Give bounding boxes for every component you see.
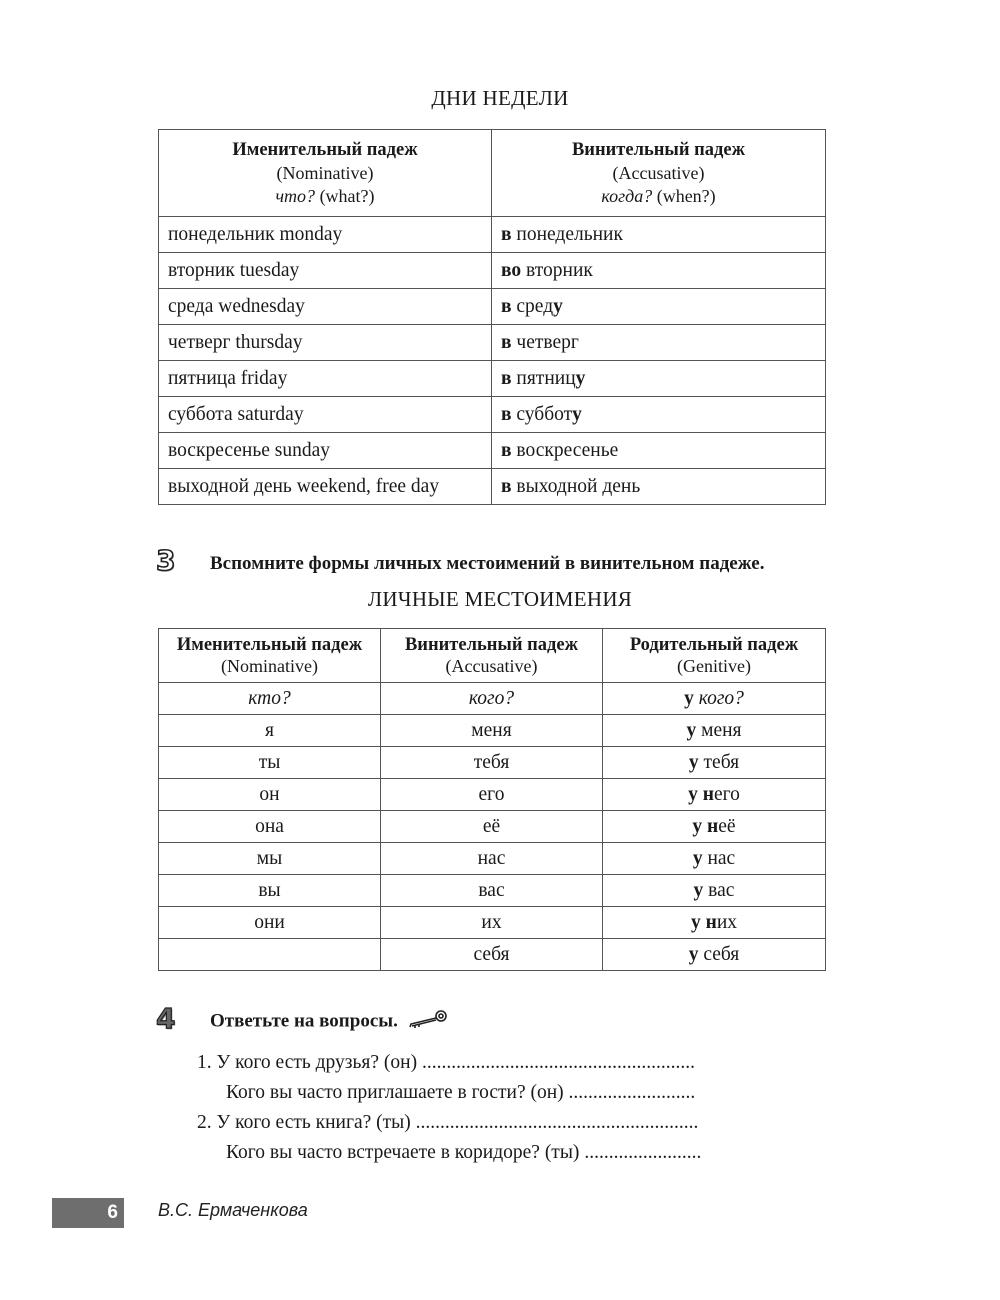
stem: вторник <box>521 259 593 281</box>
header-genitive <box>603 629 826 683</box>
header-case-name: Родительный падеж <box>629 634 799 655</box>
cell-nominative: воскресенье sunday <box>159 433 492 469</box>
pronoun: её <box>718 815 736 837</box>
question-text: Кого вы часто встречаете в коридоре? (ты) <box>226 1142 580 1163</box>
table-row <box>159 469 826 505</box>
question-text: У кого есть друзья? (он) <box>216 1052 418 1073</box>
exercise-4-number-icon: 4 <box>156 1002 176 1035</box>
cell-nominative: вторник tuesday <box>159 253 492 289</box>
cell-nominative: мы <box>159 843 381 875</box>
header-nominative <box>159 629 381 683</box>
cell-genitive <box>603 779 826 811</box>
cell-nominative: он <box>159 779 381 811</box>
pronoun: нас <box>702 847 736 869</box>
header-case-name: Винительный падеж <box>404 634 579 655</box>
cell-genitive <box>603 843 826 875</box>
cell-nominative: пятница friday <box>159 361 492 397</box>
exercise-3-instruction: Вспомните формы личных местоимений в винительном падеже. <box>210 553 765 574</box>
cell-accusative <box>492 325 826 361</box>
cell-genitive <box>603 939 826 971</box>
days-of-week-table <box>158 129 826 505</box>
preposition: у н <box>690 911 717 933</box>
pronoun: кого? <box>693 687 744 709</box>
answer-blank[interactable]: ........................ <box>584 1142 702 1163</box>
header-case-eng: (Accusative) <box>612 162 705 183</box>
ending: у <box>572 403 582 425</box>
cell-accusative: себя <box>381 939 603 971</box>
personal-pronouns-table <box>158 628 826 971</box>
ending: у <box>575 367 586 389</box>
stem: выходной день <box>511 475 641 497</box>
header-nominative <box>159 130 492 217</box>
cell-accusative <box>492 289 826 325</box>
question-number: 2. <box>197 1112 212 1133</box>
cell-nominative: кто? <box>159 683 381 715</box>
cell-nominative: понедельник monday <box>159 217 492 253</box>
table-row <box>159 325 826 361</box>
question-ru: когда? <box>601 185 653 206</box>
question-row <box>159 683 826 715</box>
header-case-name: Именительный падеж <box>232 139 418 160</box>
table-row <box>159 811 826 843</box>
table-row <box>159 715 826 747</box>
cell-accusative <box>492 397 826 433</box>
exercise-3-number-icon: 3 <box>156 544 176 577</box>
cell-accusative: кого? <box>381 683 603 715</box>
header-case-name: Именительный падеж <box>176 634 363 655</box>
page-number: 6 <box>107 1202 118 1223</box>
stem: воскресенье <box>511 439 619 461</box>
cell-genitive <box>603 683 826 715</box>
cell-nominative: среда wednesday <box>159 289 492 325</box>
table-row <box>159 397 826 433</box>
preposition: в <box>501 439 512 461</box>
answer-blank[interactable]: .......................................................... <box>415 1112 699 1133</box>
cell-accusative <box>492 361 826 397</box>
header-question <box>159 185 491 208</box>
question-1b <box>226 1082 695 1104</box>
cell-nominative: выходной день weekend, free day <box>159 469 492 505</box>
question-eng: (what?) <box>315 185 375 206</box>
table-row <box>159 939 826 971</box>
pronoun: вас <box>703 879 735 901</box>
table-row <box>159 433 826 469</box>
header-case-name: Винительный падеж <box>571 139 746 160</box>
stem: понедельник <box>511 223 623 245</box>
header-case-eng: (Nominative) <box>276 162 374 183</box>
ending: у <box>553 295 563 317</box>
preposition: у н <box>688 783 714 805</box>
preposition: в <box>501 223 512 245</box>
stem: сред <box>511 295 554 317</box>
key-icon <box>407 1010 449 1034</box>
pronoun: себя <box>698 943 740 965</box>
cell-accusative <box>492 469 826 505</box>
instruction-text: Ответьте на вопросы. <box>210 1010 398 1032</box>
preposition: у <box>693 879 704 901</box>
cell-genitive <box>603 747 826 779</box>
header-case-eng: (Genitive) <box>677 655 751 676</box>
answer-blank[interactable]: ........................................................ <box>421 1052 695 1073</box>
days-of-week-title: ДНИ НЕДЕЛИ <box>431 86 569 110</box>
cell-nominative: четверг thursday <box>159 325 492 361</box>
question-2b <box>226 1142 701 1164</box>
question-text: У кого есть книга? (ты) <box>216 1112 411 1133</box>
preposition: в <box>501 331 512 353</box>
cell-accusative: нас <box>381 843 603 875</box>
question-ru: что? <box>275 185 316 206</box>
preposition: в <box>501 403 512 425</box>
question-2a <box>197 1112 698 1134</box>
question-eng: (when?) <box>652 185 716 206</box>
header-accusative <box>381 629 603 683</box>
pronoun: меня <box>696 719 742 741</box>
preposition: в <box>501 367 512 389</box>
preposition: у <box>688 751 699 773</box>
cell-accusative: тебя <box>381 747 603 779</box>
pronouns-title: ЛИЧНЫЕ МЕСТОИМЕНИЯ <box>367 587 633 611</box>
cell-accusative: его <box>381 779 603 811</box>
header-case-eng: (Accusative) <box>445 655 538 676</box>
cell-nominative: ты <box>159 747 381 779</box>
question-number: 1. <box>197 1052 212 1073</box>
preposition: у <box>684 687 694 709</box>
pronoun: его <box>713 783 740 805</box>
cell-nominative: я <box>159 715 381 747</box>
header-case-eng: (Nominative) <box>221 655 318 676</box>
table-row <box>159 253 826 289</box>
cell-accusative: вас <box>381 875 603 907</box>
cell-genitive <box>603 715 826 747</box>
cell-nominative <box>159 939 381 971</box>
preposition: у <box>688 943 699 965</box>
preposition: в <box>501 295 512 317</box>
answer-blank[interactable]: .......................... <box>568 1082 696 1103</box>
stem: суббот <box>511 403 573 425</box>
cell-accusative: её <box>381 811 603 843</box>
cell-genitive <box>603 907 826 939</box>
header-question <box>492 185 825 208</box>
table-row <box>159 361 826 397</box>
cell-accusative <box>492 217 826 253</box>
cell-accusative: их <box>381 907 603 939</box>
cell-nominative: она <box>159 811 381 843</box>
exercise-4-instruction <box>210 1010 449 1034</box>
cell-genitive <box>603 875 826 907</box>
cell-accusative: меня <box>381 715 603 747</box>
table-row <box>159 289 826 325</box>
question-text: Кого вы часто приглашаете в гости? (он) <box>226 1082 564 1103</box>
stem: четверг <box>511 331 579 353</box>
preposition: у <box>686 719 697 741</box>
preposition: у <box>692 847 703 869</box>
author-name: В.С. Ермаченкова <box>158 1200 308 1220</box>
cell-nominative: вы <box>159 875 381 907</box>
cell-nominative: суббота saturday <box>159 397 492 433</box>
table-row <box>159 779 826 811</box>
stem: пятниц <box>511 367 576 389</box>
table-row <box>159 843 826 875</box>
cell-accusative <box>492 253 826 289</box>
preposition: во <box>501 259 522 281</box>
header-accusative <box>492 130 826 217</box>
table-row <box>159 747 826 779</box>
table-row <box>159 217 826 253</box>
cell-nominative: они <box>159 907 381 939</box>
question-1a <box>197 1052 695 1074</box>
cell-genitive <box>603 811 826 843</box>
pronoun: их <box>716 911 738 933</box>
table-row <box>159 875 826 907</box>
preposition: у н <box>692 815 719 837</box>
pronoun: тебя <box>698 751 740 773</box>
cell-accusative <box>492 433 826 469</box>
table-row <box>159 907 826 939</box>
table-header-row <box>159 629 826 683</box>
preposition: в <box>501 475 512 497</box>
table-header-row <box>159 130 826 217</box>
